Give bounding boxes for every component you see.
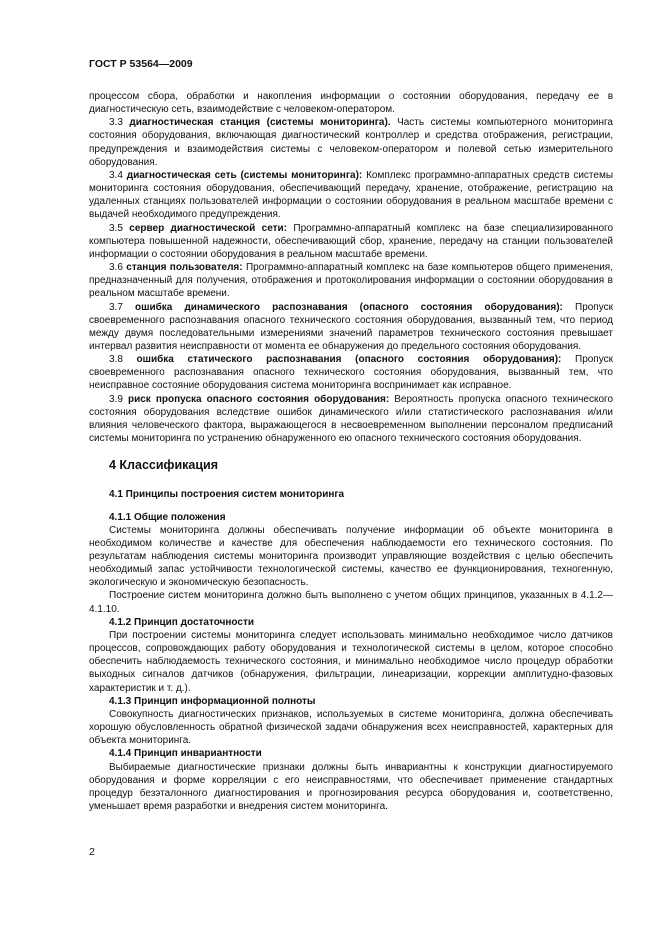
term-definition: Пропуск своевременного распознавания опасного технического состояния оборудования, вызванный тем, что неисправное состояние оборудования система мониторинга воспринимает как исправное.	[89, 354, 613, 392]
term-separator: .	[387, 117, 391, 129]
clause-title-4-1-2: 4.1.2 Принцип достаточности	[109, 616, 255, 628]
clause-paragraph: При построении системы мониторинга следует использовать минимально необходимое число датчиков процессов, сопровождающих работу оборудования и технологической системы в целом, которое способно обеспечить наблюдаемость технического состояния, и минимально необходимое число процедур обработки выходных сигналов датчиков (обнаружения, фильтрации, линеаризации, коррекции амплитудно-фазовых характеристик и т. д.).	[89, 629, 613, 694]
term-number: 3.9	[109, 393, 123, 405]
term-separator: :	[358, 169, 363, 181]
page-number: 2	[89, 846, 95, 858]
term-3-4	[89, 169, 613, 222]
term-separator: :	[385, 393, 390, 405]
term-definition: Программно-аппаратный комплекс на базе компьютеров общего применения, предназначенный для получения, отображения и протоколирования информации о состоянии оборудования в реальном масштабе времени.	[89, 262, 613, 300]
document-body	[89, 90, 613, 813]
clause-title-4-1-3: 4.1.3 Принцип информационной полноты	[109, 695, 316, 707]
clause-title-4-1-4: 4.1.4 Принцип инвариантности	[109, 748, 262, 760]
term-3-5	[89, 222, 613, 261]
clause-paragraph: Системы мониторинга должны обеспечивать получение информации об объекте мониторинга в необходимом количестве и качестве для обеспечения наблюдаемости его технического состояния. По результатам наблюдения системы мониторинга производит управляющие воздействия с целью обеспечить необходимый запас устойчивости технологической системы, качество ее функционирования, техногенную, экологическую и экономическую безопасность.	[89, 524, 613, 589]
term-number: 3.8	[109, 354, 123, 366]
term-name: ошибка динамического распознавания (опасного состояния оборудования)	[135, 301, 560, 313]
term-name: диагностическая сеть (системы мониторинга)	[126, 169, 359, 181]
clause-title-4-1-1: 4.1.1 Общие положения	[109, 511, 226, 523]
document-code: ГОСТ Р 53564—2009	[89, 58, 193, 70]
continuation-paragraph: процессом сбора, обработки и накопления информации о состоянии оборудования, передачу ее в диагностическую сеть, взаимодействие с человеком-оператором.	[89, 91, 613, 116]
term-definition: Программно-аппаратный комплекс на базе специализированного компьютера повышенной надежности, обеспечивающий сбор, хранение, передачу на станции пользователей информации о состоянии оборудования в реальном масштабе времени.	[89, 222, 614, 260]
subsection-title: 4.1 Принципы построения систем мониторинга	[109, 489, 345, 501]
term-separator: :	[559, 301, 563, 313]
term-name: риск пропуска опасного состояния оборудования	[127, 393, 386, 405]
term-definition: Вероятность пропуска опасного технического состояния оборудования вследствие ошибок динамического и/или статистического распознавания и/или влияния человеческого фактора, выражающегося в несвоевременном выполнении персоналом предписаний системы мониторинга по устранению обнаруженного ею опасного технического состояния оборудования.	[89, 393, 614, 445]
term-number: 3.4	[109, 169, 123, 181]
term-definition: Пропуск своевременного распознавания опасного технического состояния оборудования, вызванный тем, что период между двумя последовательными измерениями значений параметров технического состояния превышает интервал развития неисправности от момента ее обнаружения до предельного состояния оборудования.	[89, 301, 613, 352]
clause-paragraph: Совокупность диагностических признаков, используемых в системе мониторинга, должна обеспечивать хорошую обусловленность обратной физической задачи обнаружения всех неисправностей, характерных для объекта мониторинга.	[89, 708, 613, 747]
term-3-8	[89, 353, 613, 392]
term-3-7	[89, 301, 613, 354]
clause-paragraph: Построение систем мониторинга должно быть выполнено с учетом общих принципов, указанных в 4.1.2—4.1.10.	[89, 590, 613, 615]
term-name: диагностическая станция (системы мониторинга)	[129, 117, 388, 129]
term-number: 3.5	[109, 222, 123, 234]
term-3-9	[89, 393, 613, 446]
term-number: 3.6	[109, 262, 123, 274]
term-definition: Комплекс программно-аппаратных средств системы мониторинга состояния оборудования, обеспечивающий передачу, хранение, отображение, регистрацию на удаленных станциях пользователей информации о состоянии оборудования в реальном масштабе времени с выдачей необходимого предупреждения.	[89, 169, 614, 221]
term-separator: :	[239, 262, 243, 274]
term-name: ошибка статического распознавания (опасного состояния оборудования)	[136, 354, 559, 366]
term-name: станция пользователя	[126, 262, 240, 274]
term-3-3	[89, 116, 613, 169]
term-number: 3.7	[109, 301, 123, 313]
term-name: сервер диагностической сети	[129, 222, 284, 234]
term-separator: :	[283, 222, 288, 234]
clause-paragraph: Выбираемые диагностические признаки должны быть инвариантны к конструкции диагностируемого оборудования и форме корреляции с его неисправностями, что обеспечивает применение стандартных процедур безэталонного диагностирования и прогнозирования ресурса оборудования и, соответственно, уменьшает время разработки и внедрения систем мониторинга.	[89, 761, 613, 812]
term-3-6	[89, 261, 613, 300]
term-separator: :	[558, 354, 562, 366]
section-title: 4 Классификация	[109, 458, 219, 473]
term-definition: Часть системы компьютерного мониторинга состояния оборудования, включающая диагностический контроллер и средства отображения, регистрации, предупреждения и взаимодействия системы с человеком-оператором и полевой сетью измерительного оборудования.	[89, 117, 613, 168]
term-number: 3.3	[109, 117, 123, 129]
